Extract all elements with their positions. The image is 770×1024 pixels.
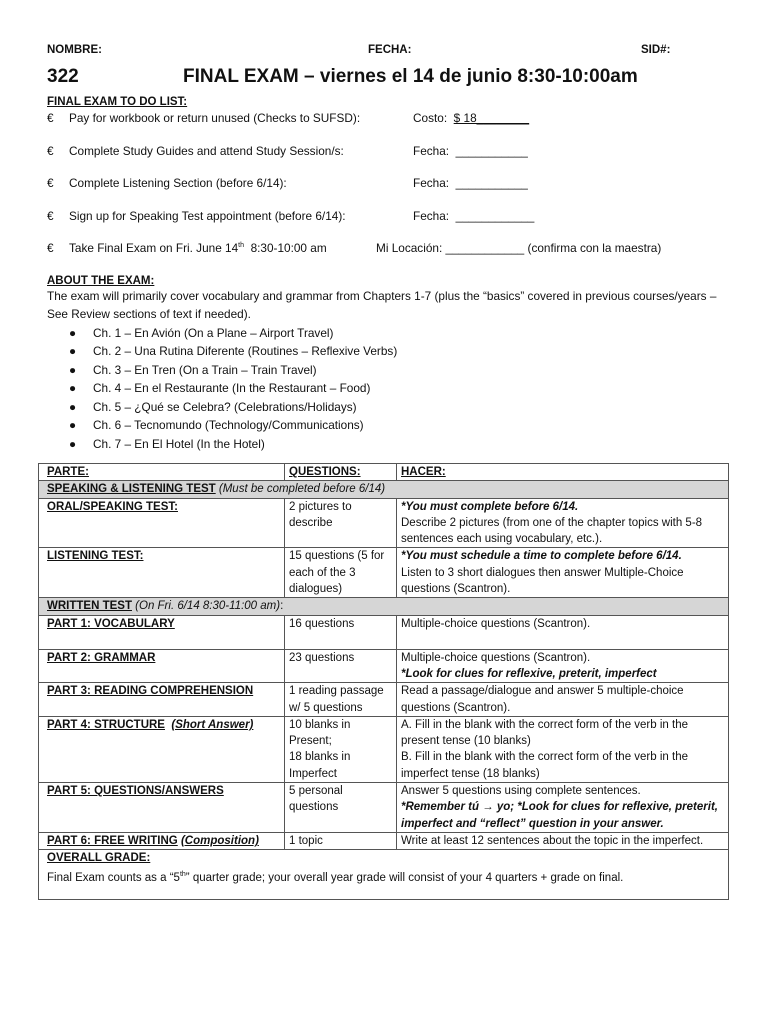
student-info-row <box>47 44 729 60</box>
note-text: *Remember tú → yo; *Look for clues for reflexive, preterit, imperfect and “reflect” question in your answer. <box>401 801 718 830</box>
euro-bullet: € <box>47 176 54 190</box>
todo-right-value: ____________ <box>455 208 535 223</box>
exam-table <box>38 463 729 900</box>
overall-text <box>47 867 724 886</box>
col-parte: PARTE: <box>39 464 285 481</box>
chapter-text: Ch. 2 – Una Rutina Diferente (Routines – Reflexive Verbs) <box>93 344 398 359</box>
questions-cell: 1 topic <box>285 832 397 849</box>
hacer-cell <box>397 498 729 548</box>
table-row <box>39 649 729 683</box>
part-cell: PART 5: QUESTIONS/ANSWERS <box>39 783 285 833</box>
part-cell: PART 3: READING COMPREHENSION <box>39 683 285 717</box>
bullet-dot: ● <box>69 325 77 340</box>
part-cell <box>39 716 285 782</box>
hacer-cell <box>397 783 729 833</box>
section-row-speaking <box>39 481 729 498</box>
desc-text: Describe 2 pictures (from one of the chapter topics with 5-8 sentences each using vocabulary, etc.). <box>401 516 703 546</box>
chapter-text: Ch. 6 – Tecnomundo (Technology/Communications) <box>93 418 364 433</box>
part-title: PART 6: FREE WRITING <box>47 834 178 847</box>
euro-bullet: € <box>47 208 54 223</box>
desc-text: Answer 5 questions using complete sentences. <box>401 785 641 798</box>
hacer-cell <box>397 716 729 782</box>
questions-cell: 23 questions <box>285 649 397 683</box>
overall-text-pre: Final Exam counts as a “5 <box>47 871 180 884</box>
bullet-dot: ● <box>69 437 77 452</box>
bullet-dot: ● <box>69 399 77 414</box>
desc-text: A. Fill in the blank with the correct form of the verb in the present tense (10 blanks) <box>401 718 688 748</box>
questions-text: 18 blanks in Imperfect <box>289 751 351 780</box>
todo-item <box>47 176 729 209</box>
todo-item <box>47 241 729 274</box>
part-cell: PART 2: GRAMMAR <box>39 649 285 683</box>
hacer-cell: Write at least 12 sentences about the topic in the imperfect. <box>397 832 729 849</box>
todo-right <box>413 111 529 125</box>
section-note: (On Fri. 6/14 8:30-11:00 am) <box>135 600 281 613</box>
todo-right-label: Fecha: <box>413 143 450 158</box>
table-row <box>39 615 729 649</box>
todo-item <box>47 144 729 177</box>
document-page <box>47 44 729 454</box>
questions-text: 10 blanks in Present; <box>289 718 351 748</box>
euro-bullet: € <box>47 111 54 125</box>
part-note: (Composition) <box>180 834 259 847</box>
list-item <box>47 324 729 343</box>
nombre-label: NOMBRE: <box>47 44 102 56</box>
hacer-cell: Read a passage/dialogue and answer 5 multiple-choice questions (Scantron). <box>397 683 729 717</box>
fecha-label: FECHA: <box>368 44 412 56</box>
todo-task: Sign up for Speaking Test appointment (before 6/14): <box>69 208 346 223</box>
list-item <box>47 361 729 380</box>
overall-sup: th <box>179 870 186 878</box>
todo-right <box>413 144 528 158</box>
todo-task-sup: th <box>238 242 245 250</box>
todo-item <box>47 209 729 242</box>
euro-bullet: € <box>47 143 54 158</box>
section-note: (Must be completed before 6/14) <box>218 483 386 496</box>
title-row <box>47 64 729 94</box>
chapter-text: Ch. 5 – ¿Qué se Celebra? (Celebrations/Holidays) <box>93 399 357 414</box>
part-cell <box>39 832 285 849</box>
list-item <box>47 342 729 361</box>
table-row <box>39 716 729 782</box>
chapter-text: Ch. 1 – En Avión (On a Plane – Airport Travel) <box>93 325 334 340</box>
table-row <box>39 683 729 717</box>
desc-text: Listen to 3 short dialogues then answer Multiple-Choice questions (Scantron). <box>401 566 684 596</box>
section-title: SPEAKING & LISTENING TEST <box>47 483 216 496</box>
page-title: FINAL EXAM – viernes el 14 de junio 8:30-10:00am <box>183 66 638 87</box>
hacer-cell: Multiple-choice questions (Scantron). <box>397 615 729 649</box>
questions-cell: 5 personal questions <box>285 783 397 833</box>
note-text: *You must schedule a time to complete before 6/14. <box>401 550 682 563</box>
todo-task-post: 8:30-10:00 am <box>250 241 327 255</box>
bullet-dot: ● <box>69 344 77 359</box>
todo-right-value: $ 18________ <box>453 111 530 125</box>
todo-right-label: Mi Locación: <box>376 241 443 255</box>
col-hacer: HACER: <box>397 464 729 481</box>
questions-cell <box>285 716 397 782</box>
questions-cell: 15 questions (5 for each of the 3 dialogues) <box>285 548 397 598</box>
note-text: *You must complete before 6/14. <box>401 500 579 513</box>
hacer-cell <box>397 548 729 598</box>
todo-task: Pay for workbook or return unused (Checks to SUFSD): <box>69 111 361 125</box>
table-row <box>39 783 729 833</box>
hacer-cell <box>397 649 729 683</box>
todo-right-label: Fecha: <box>413 208 450 223</box>
euro-bullet: € <box>47 241 54 255</box>
overall-heading: OVERALL GRADE: <box>47 852 151 865</box>
part-note: (Short Answer) <box>171 718 254 731</box>
chapter-text: Ch. 3 – En Tren (On a Train – Train Travel) <box>93 362 317 377</box>
overall-text-post: ” quarter grade; your overall year grade will consist of your 4 quarters + grade on final. <box>185 871 624 884</box>
todo-right-label: Fecha: <box>413 176 450 190</box>
todo-right-value: ____________ (confirma con la maestra) <box>445 241 662 255</box>
bullet-dot: ● <box>69 418 77 433</box>
about-text: The exam will primarily cover vocabulary and grammar from Chapters 1-7 (plus the “basics” covered in previous courses/years – See Review sections of text if needed). <box>47 288 717 321</box>
chapter-text: Ch. 7 – En El Hotel (In the Hotel) <box>93 437 265 452</box>
list-item <box>47 416 729 435</box>
todo-item <box>47 111 729 144</box>
questions-cell: 2 pictures to describe <box>285 498 397 548</box>
note-text: *Look for clues for reflexive, preterit, imperfect <box>401 667 657 680</box>
todo-heading: FINAL EXAM TO DO LIST: <box>47 96 188 108</box>
section-colon: : <box>280 600 284 613</box>
section-cell <box>39 481 729 498</box>
section-title: WRITTEN TEST <box>47 600 132 613</box>
table-header-row <box>39 464 729 481</box>
table-row <box>39 832 729 849</box>
sid-label: SID#: <box>641 44 671 56</box>
course-number: 322 <box>47 66 79 87</box>
overall-row <box>39 850 729 900</box>
todo-right-value: ___________ <box>455 176 528 190</box>
todo-right-value: ___________ <box>455 143 528 158</box>
todo-task: Complete Listening Section (before 6/14): <box>69 176 287 190</box>
part-cell: PART 1: VOCABULARY <box>39 615 285 649</box>
questions-cell: 1 reading passage w/ 5 questions <box>285 683 397 717</box>
part-cell: LISTENING TEST: <box>39 548 285 598</box>
part-title: PART 4: STRUCTURE <box>47 718 165 731</box>
table-row <box>39 498 729 548</box>
todo-task: Complete Study Guides and attend Study Session/s: <box>69 143 344 158</box>
part-cell: ORAL/SPEAKING TEST: <box>39 498 285 548</box>
table-row <box>39 548 729 598</box>
todo-right <box>413 176 528 190</box>
col-questions: QUESTIONS: <box>285 464 397 481</box>
chapter-list <box>47 324 729 454</box>
section-cell <box>39 598 729 615</box>
section-row-written <box>39 598 729 615</box>
bullet-dot: ● <box>69 381 77 396</box>
desc-text: B. Fill in the blank with the correct form of the verb in the imperfect tense (18 blanks) <box>401 751 688 780</box>
about-heading: ABOUT THE EXAM: <box>47 274 155 287</box>
list-item <box>47 379 729 398</box>
todo-right-label: Costo: <box>413 111 448 125</box>
chapter-text: Ch. 4 – En el Restaurante (In the Restaurant – Food) <box>93 381 371 396</box>
list-item <box>47 435 729 454</box>
desc-text: Multiple-choice questions (Scantron). <box>401 651 591 664</box>
overall-cell <box>39 850 729 900</box>
todo-task-pre: Take Final Exam on Fri. June 14 <box>69 241 239 255</box>
todo-right <box>413 209 534 223</box>
bullet-dot: ● <box>69 362 77 377</box>
todo-task <box>69 241 327 255</box>
todo-right <box>376 241 661 255</box>
questions-cell: 16 questions <box>285 615 397 649</box>
list-item <box>47 398 729 417</box>
